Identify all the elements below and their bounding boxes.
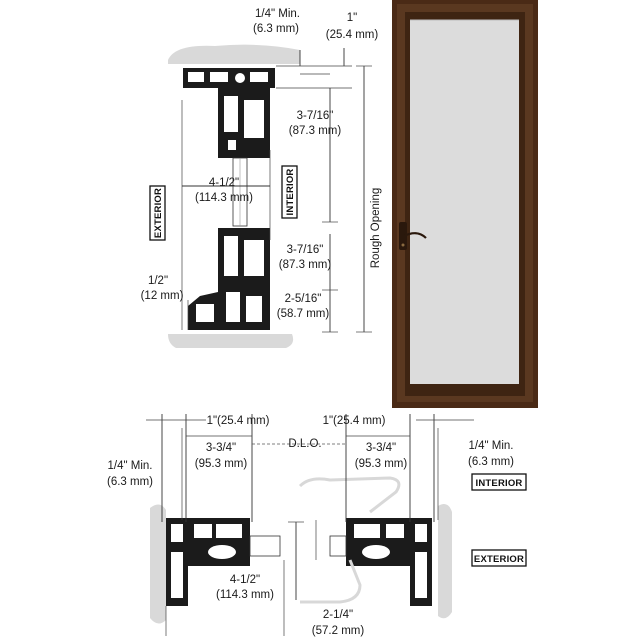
threshold-dim-a: 2-5/16" [284,293,322,305]
horizontal-section [107,414,526,637]
threshold-dim-b: (58.7 mm) [276,308,330,320]
left-min-label-a: 1/4" Min. [107,460,153,472]
door-glass [410,20,519,384]
interior-tag-horizontal: INTERIOR [475,478,523,489]
right-one-inch-label: 1"(25.4 mm) [322,415,386,427]
left-glass-edge [250,536,280,556]
top-min-label-a: 1/4" Min. [255,8,300,20]
rough-opening-label: Rough Opening [370,187,382,269]
sill-dim-b: (87.3 mm) [278,259,332,271]
top-one-label-a: 1" [346,12,358,24]
depth-dim-b: (114.3 mm) [195,192,253,204]
vertical-section [141,8,382,348]
left-jamb-wall [150,504,166,623]
head-dim-a: 3-7/16" [296,110,334,122]
top-one-label-b: (25.4 mm) [325,29,379,41]
exterior-tag-horizontal: EXTERIOR [473,554,525,565]
left-one-inch-label: 1"(25.4 mm) [206,415,270,427]
right-min-label-a: 1/4" Min. [468,440,514,452]
sill-dim-a: 3-7/16" [286,244,324,256]
head-dim-b: (87.3 mm) [288,125,342,137]
left-min-label-b: (6.3 mm) [107,476,153,488]
handle-dim-a: 2-1/4" [322,609,354,621]
half-inch-dim-a: 1/2" [147,275,169,287]
horiz-depth-dim-a: 4-1/2" [229,574,261,586]
right-jamb-wall [438,504,452,618]
handle-dim-b: (57.2 mm) [311,625,365,637]
right-stile-dim-b: (95.3 mm) [354,458,408,470]
right-stile-dim-a: 3-3/4" [365,442,397,454]
depth-dim-a: 4-1/2" [208,177,240,189]
right-min-label-b: (6.3 mm) [468,456,514,468]
exterior-tag-vertical: EXTERIOR [153,187,164,239]
half-inch-dim-b: (12 mm) [140,290,184,302]
interior-tag-vertical: INTERIOR [285,168,296,216]
floor [168,334,293,348]
left-stile-dim-a: 3-3/4" [205,442,237,454]
left-stile-dim-b: (95.3 mm) [194,458,248,470]
dlo-label: D.L.O. [288,438,322,450]
top-min-label-b: (6.3 mm) [253,23,299,35]
head-wall [168,45,300,64]
door-elevation [392,0,538,408]
horiz-depth-dim-b: (114.3 mm) [216,589,274,601]
